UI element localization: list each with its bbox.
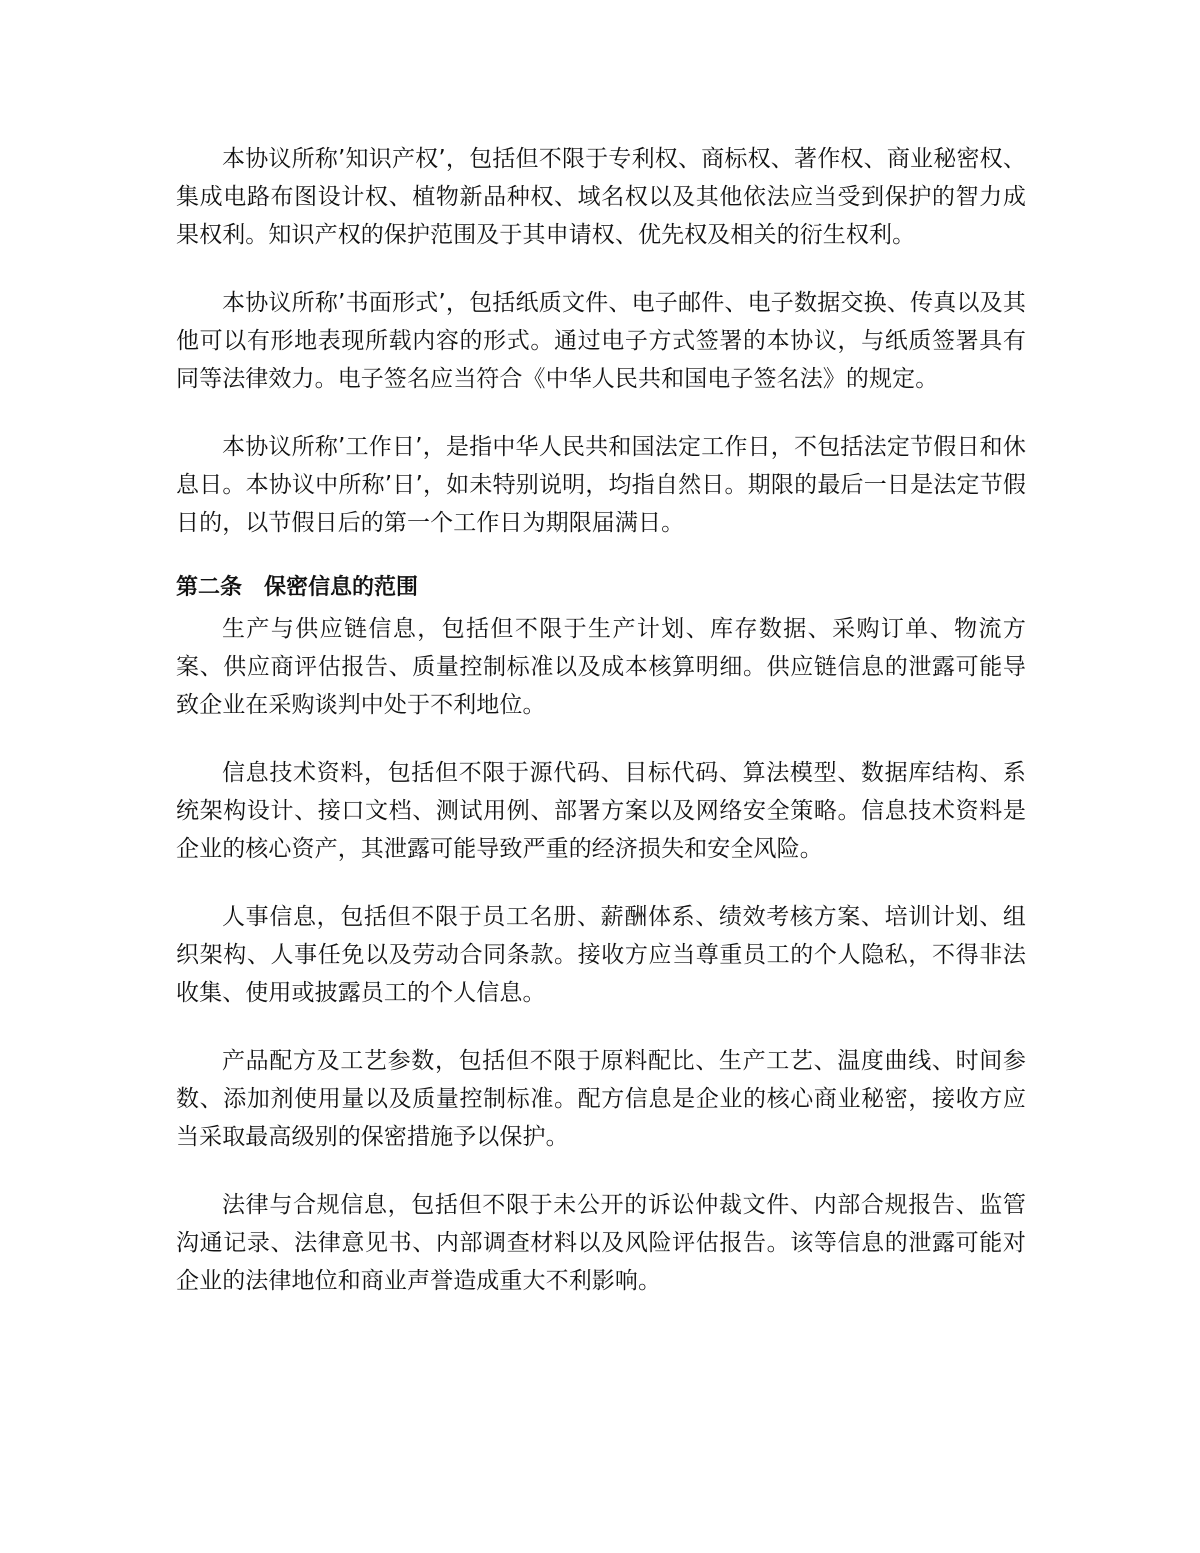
paragraph-it-materials: 信息技术资料，包括但不限于源代码、目标代码、算法模型、数据库结构、系统架构设计、接口文档、测试用例、部署方案以及网络安全策略。信息技术资料是企业的核心资产，其泄露可能导致严重的经济损失和安全风险。	[176, 760, 1026, 862]
paragraph-legal-compliance: 法律与合规信息，包括但不限于未公开的诉讼仲裁文件、内部合规报告、监管沟通记录、法律意见书、内部调查材料以及风险评估报告。该等信息的泄露可能对企业的法律地位和商业声誉造成重大不利影响。	[176, 1192, 1026, 1294]
definition-written-form: 本协议所称’书面形式’，包括纸质文件、电子邮件、电子数据交换、传真以及其他可以有形地表现所载内容的形式。通过电子方式签署的本协议，与纸质签署具有同等法律效力。电子签名应当符合《中华人民共和国电子签名法》的规定。	[176, 290, 1026, 392]
document-body	[176, 140, 1026, 1300]
paragraph-hr-info: 人事信息，包括但不限于员工名册、薪酬体系、绩效考核方案、培训计划、组织架构、人事任免以及劳动合同条款。接收方应当尊重员工的个人隐私，不得非法收集、使用或披露员工的个人信息。	[176, 904, 1026, 1006]
article-2-title: 保密信息的范围	[264, 575, 419, 600]
definition-intellectual-property: 本协议所称’知识产权’，包括但不限于专利权、商标权、著作权、商业秘密权、集成电路布图设计权、植物新品种权、域名权以及其他依法应当受到保护的智力成果权利。知识产权的保护范围及于其申请权、优先权及相关的衍生权利。	[176, 146, 1026, 248]
paragraph-supply-chain: 生产与供应链信息，包括但不限于生产计划、库存数据、采购订单、物流方案、供应商评估报告、质量控制标准以及成本核算明细。供应链信息的泄露可能导致企业在采购谈判中处于不利地位。	[176, 616, 1026, 718]
paragraph-formula: 产品配方及工艺参数，包括但不限于原料配比、生产工艺、温度曲线、时间参数、添加剂使用量以及质量控制标准。配方信息是企业的核心商业秘密，接收方应当采取最高级别的保密措施予以保护。	[176, 1048, 1026, 1150]
definition-working-day: 本协议所称’工作日’，是指中华人民共和国法定工作日，不包括法定节假日和休息日。本协议中所称’日’，如未特别说明，均指自然日。期限的最后一日是法定节假日的，以节假日后的第一个工作日为期限届满日。	[176, 434, 1026, 536]
article-2-heading	[176, 570, 1026, 606]
article-2-number: 第二条	[176, 575, 243, 600]
